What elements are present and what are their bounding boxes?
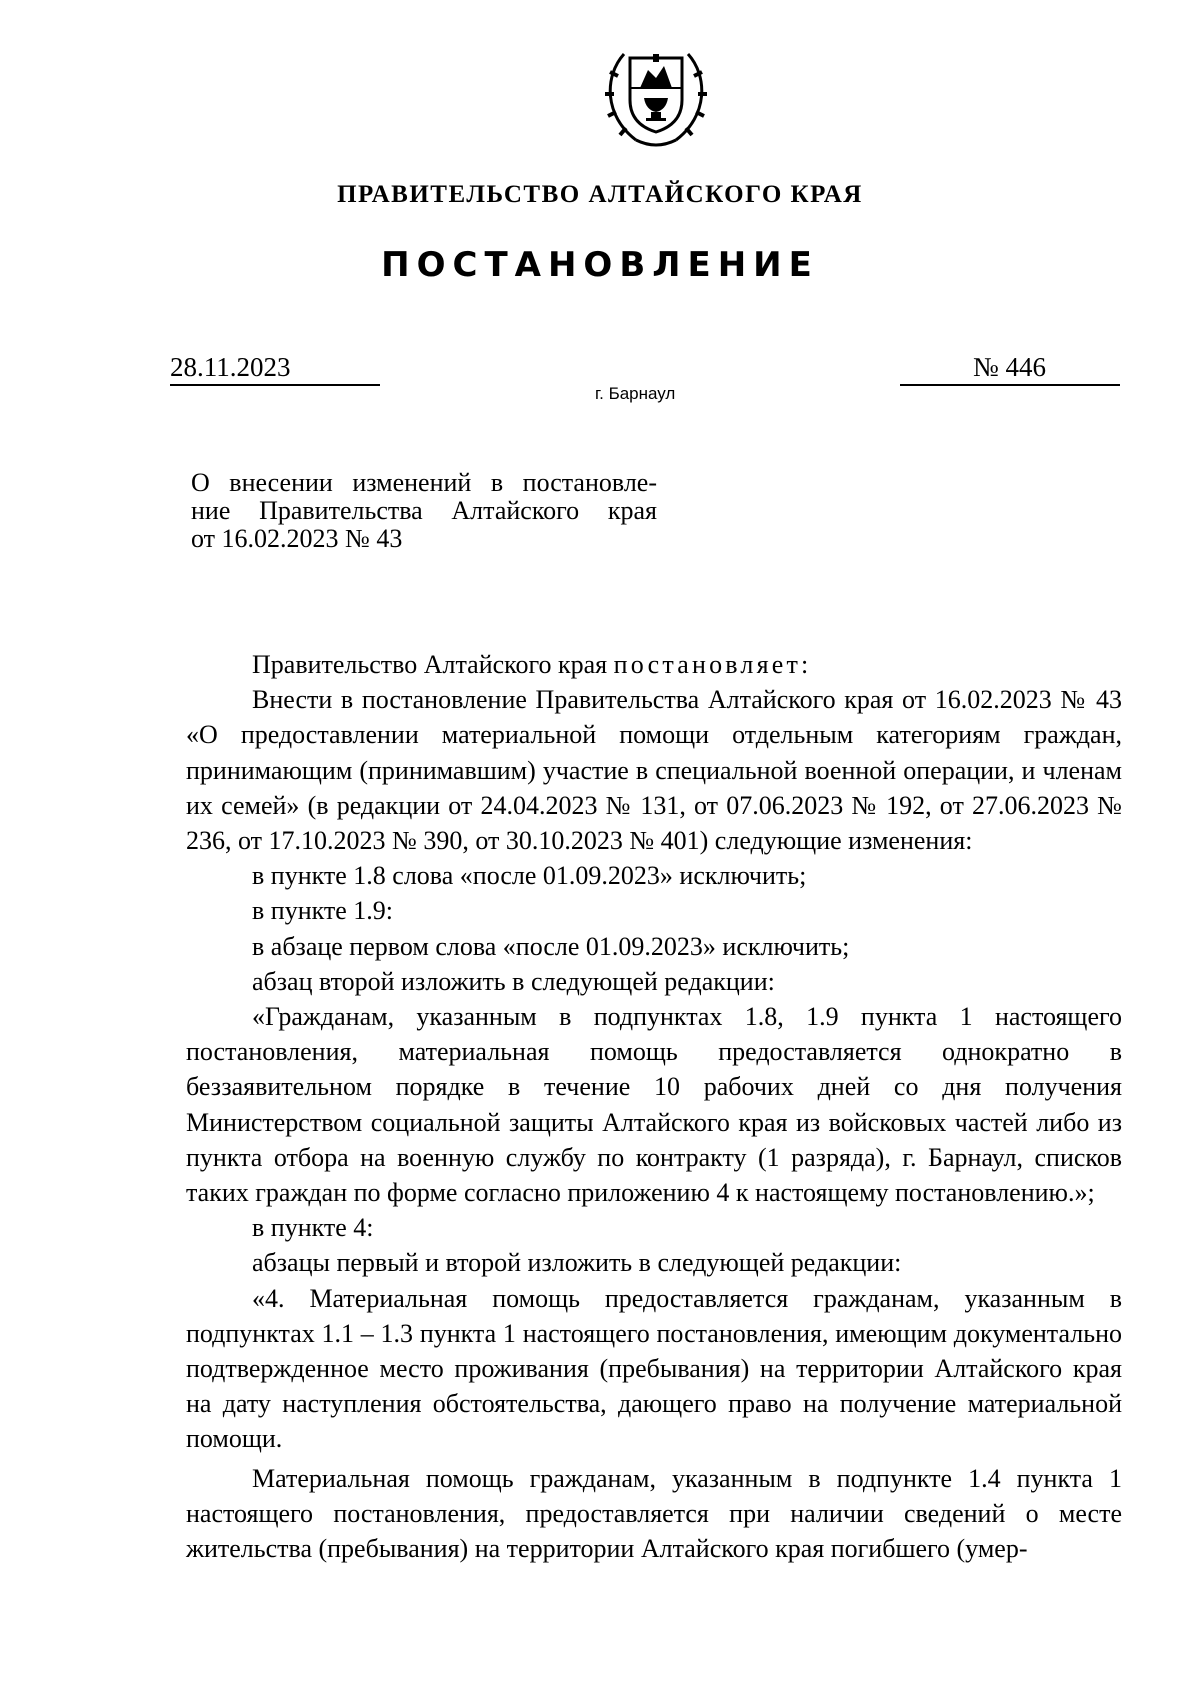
body-paragraph: Внести в постановление Правительства Алтайского края от 16.02.2023 № 43 «О предоставлении материальной помощи отдельным категориям граждан, принимающим (принимавшим) участие в специальной военной операции, и членам их семей» (в редакции от 24.04.2023 № 131, от 07.06.2023 № 192, от 27.06.2023 № 236, от 17.10.2023 № 390, от 30.10.2023 № 401) следующие изменения:: [186, 685, 1122, 856]
body-paragraph: Материальная помощь гражданам, указанным в подпункте 1.4 пункта 1 настоящего постановления, предоставляется при наличии сведений о месте жительства (пребывания) на территории Алтайского края погибшего (умер-: [186, 1463, 1122, 1564]
intro-verb: постановляет:: [613, 650, 812, 679]
date-field: [170, 350, 380, 386]
subject-line: от 16.02.2023 № 43: [191, 524, 403, 553]
document-number: № 446: [973, 352, 1047, 382]
body-paragraph: в пункте 1.9:: [252, 896, 394, 926]
altai-krai-coat-of-arms-icon: [596, 36, 716, 154]
number-field: [900, 350, 1120, 386]
government-name: ПРАВИТЕЛЬСТВО АЛТАЙСКОГО КРАЯ: [337, 181, 863, 208]
body-paragraph: абзацы первый и второй изложить в следующей редакции:: [252, 1248, 902, 1278]
intro-prefix: Правительство Алтайского края: [252, 650, 608, 679]
body-paragraph: абзац второй изложить в следующей редакции:: [252, 966, 775, 996]
body-paragraph: «4. Материальная помощь предоставляется гражданам, указанным в подпунктах 1.1 – 1.3 пункта 1 настоящего постановления, имеющим документально подтвержденное место проживания (пребывания) на территории Алтайского края на дату наступления обстоятельства, дающего право на получение материальной помощи.: [186, 1283, 1122, 1454]
document-body: [186, 647, 1122, 1566]
body-paragraph: в абзаце первом слова «после 01.09.2023» исключить;: [252, 931, 850, 961]
document-type-title: ПОСТАНОВЛЕНИЕ: [381, 245, 819, 285]
body-paragraph: в пункте 4:: [252, 1213, 374, 1243]
subject-line: ние Правительства Алтайского края: [191, 496, 657, 525]
document-subject: [191, 469, 657, 553]
intro-paragraph: [186, 647, 1122, 682]
body-paragraph: «Гражданам, указанным в подпунктах 1.8, 1.9 пункта 1 настоящего постановления, материальная помощь предоставляется однократно в беззаявительном порядке в течение 10 рабочих дней со дня получения Министерством социальной защиты Алтайского края из войсковых частей либо из пункта отбора на военную службу по контракту (1 разряда), г. Барнаул, списков таких граждан по форме согласно приложению 4 к настоящему постановлению.»;: [186, 1002, 1122, 1208]
city-label: г. Барнаул: [595, 384, 676, 403]
body-paragraph: в пункте 1.8 слова «после 01.09.2023» исключить;: [252, 861, 807, 891]
document-date: 28.11.2023: [170, 352, 291, 382]
subject-line: О внесении изменений в постановле-: [191, 468, 657, 497]
